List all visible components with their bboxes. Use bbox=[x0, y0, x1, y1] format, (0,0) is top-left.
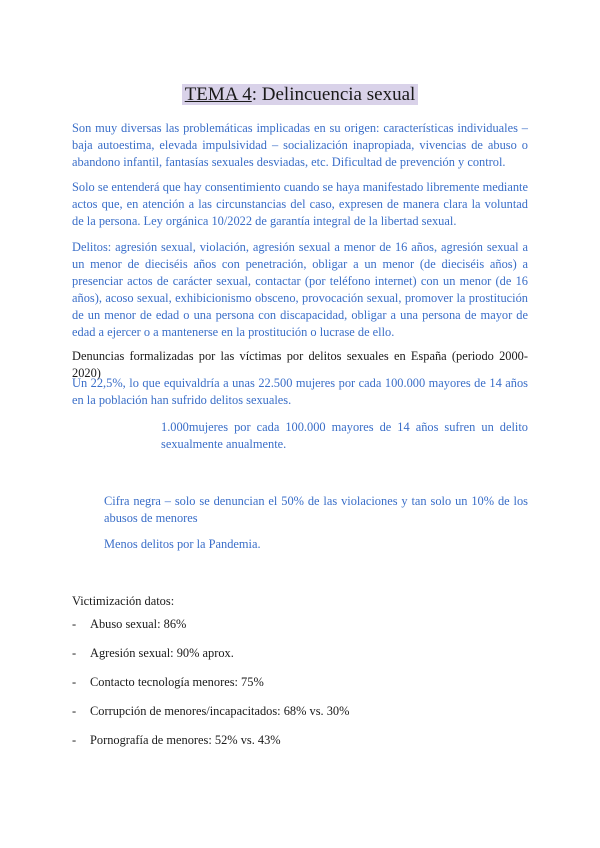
list-item-text: Abuso sexual: 86% bbox=[90, 617, 187, 631]
title-highlight bbox=[182, 84, 419, 105]
list-dash: - bbox=[72, 646, 77, 660]
list-item bbox=[72, 704, 528, 733]
paragraph-cifra-negra: Cifra negra – solo se denuncian el 50% de las violaciones y tan solo un 10% de los abusos de menores bbox=[104, 494, 528, 525]
paragraph-porcentaje: Un 22,5%, lo que equivaldría a unas 22.500 mujeres por cada 100.000 mayores de 14 años en la población han sufrido delitos sexuales. bbox=[72, 376, 528, 407]
list-item-text: Corrupción de menores/incapacitados: 68% vs. 30% bbox=[90, 704, 350, 718]
paragraph-delitos: Delitos: agresión sexual, violación, agresión sexual a menor de 16 años, agresión sexual a un menor de dieciséis años con penetración, obligar a un menor (de dieciséis años) a presenciar actos de carácter sexual, contactar (por teléfono internet) con un menor (de 16 años), acoso sexual, exhibicionismo obsceno, provocación sexual, promover la prostitución de un menor de edad o una persona con discapacidad, obligar a una persona de mayor de edad a ejercer o a mantenerse en la prostitución o lucrase de ello. bbox=[72, 240, 528, 339]
list-item bbox=[72, 646, 528, 675]
list-dash: - bbox=[72, 733, 77, 747]
list-item bbox=[72, 617, 528, 646]
title-tema: TEMA 4 bbox=[184, 84, 252, 105]
paragraph-victimizacion: Victimización datos: bbox=[72, 594, 175, 608]
list-dash: - bbox=[72, 617, 77, 631]
list-item-text: Agresión sexual: 90% aprox. bbox=[90, 646, 234, 660]
list-dash: - bbox=[72, 675, 77, 689]
page-title bbox=[0, 84, 600, 106]
paragraph-pandemia: Menos delitos por la Pandemia. bbox=[104, 537, 261, 551]
list-item-text: Pornografía de menores: 52% vs. 43% bbox=[90, 733, 281, 747]
paragraph-denuncias: Denuncias formalizadas por las víctimas por delitos sexuales en España (periodo 2000-2020) bbox=[72, 349, 528, 380]
title-rest: : Delincuencia sexual bbox=[251, 84, 416, 105]
victimization-list bbox=[72, 617, 528, 762]
list-item bbox=[72, 675, 528, 704]
list-dash: - bbox=[72, 704, 77, 718]
list-item-text: Contacto tecnología menores: 75% bbox=[90, 675, 264, 689]
list-item bbox=[72, 733, 528, 762]
paragraph-consent: Solo se entenderá que hay consentimiento cuando se haya manifestado libremente mediante actos que, en atención a las circunstancias del caso, expresen de manera clara la voluntad de la persona. Ley orgánica 10/2022 de garantía integral de la libertad sexual. bbox=[72, 180, 528, 228]
paragraph-anual: 1.000mujeres por cada 100.000 mayores de 14 años sufren un delito sexualmente anualmente. bbox=[161, 420, 528, 451]
paragraph-intro: Son muy diversas las problemáticas implicadas en su origen: características individuales – baja autoestima, elevada impulsividad – socialización inapropiada, vivencias de abuso o abandono infantil, fantasías sexuales desviadas, etc. Dificultad de prevención y control. bbox=[72, 121, 528, 169]
